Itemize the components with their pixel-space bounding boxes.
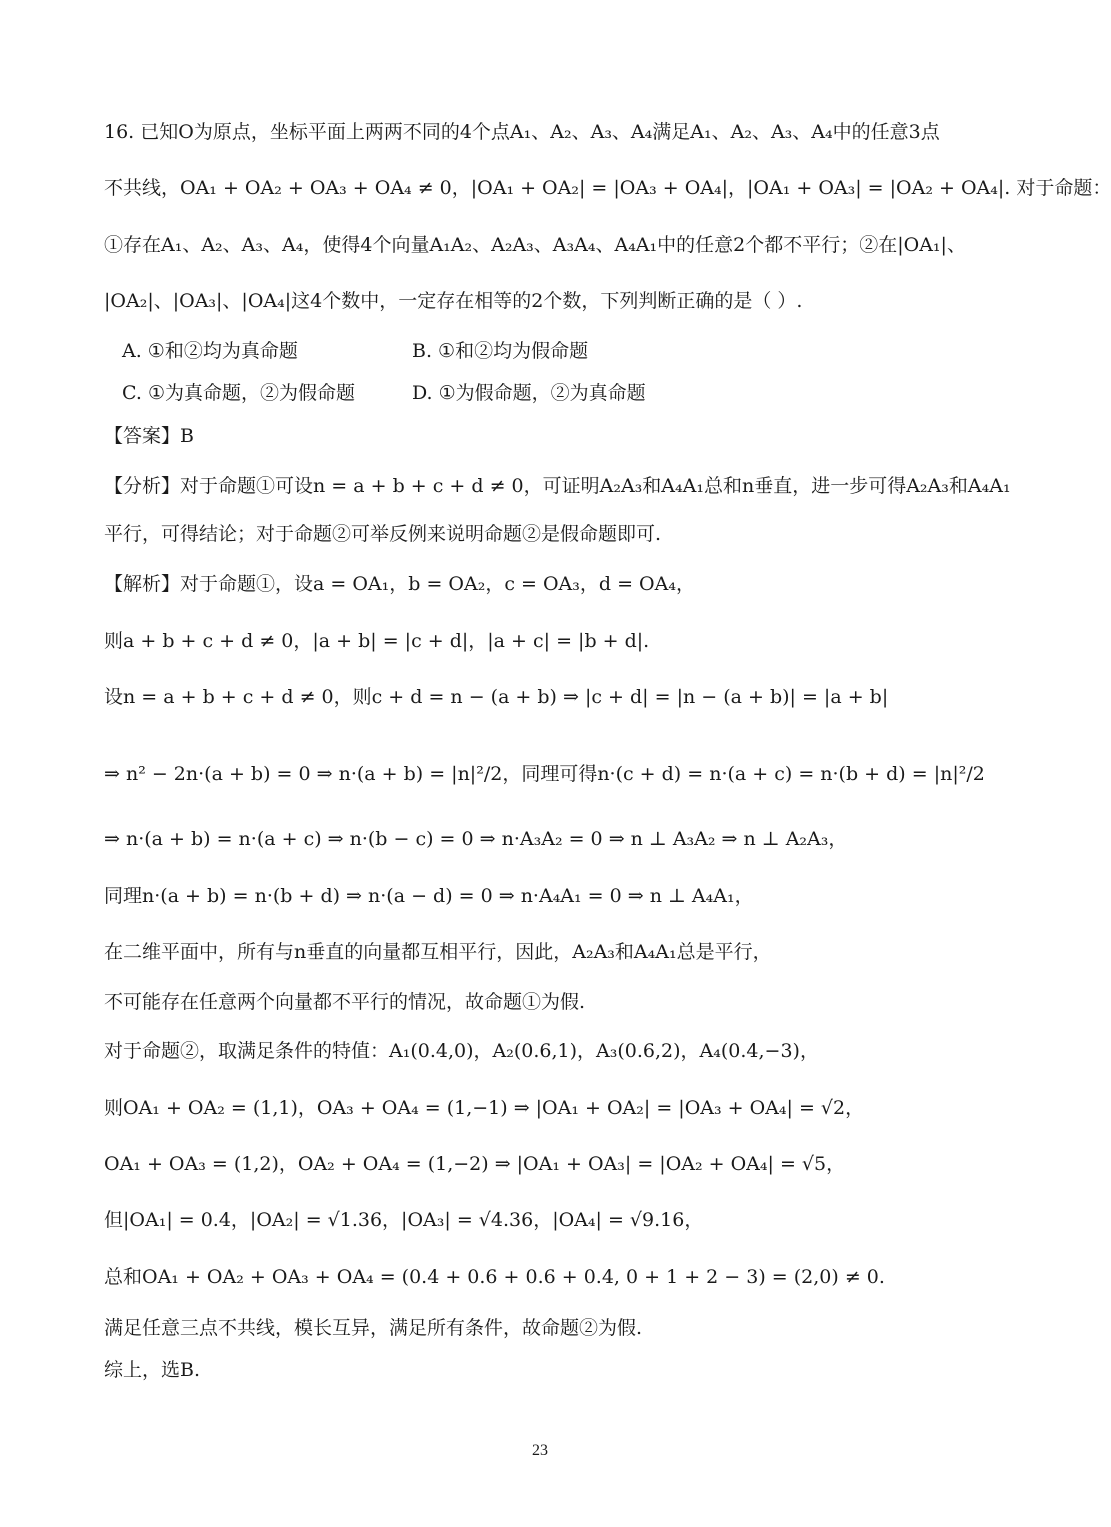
options-row-1 <box>122 337 1010 365</box>
question-line-4: |OA₂|、|OA₃|、|OA₄|这4个数中，一定存在相等的2个数，下列判断正确的是（ ）. <box>104 290 803 312</box>
solution-line-3: 设n = a + b + c + d ≠ 0，则c + d = n − (a + b) ⇒ |c + d| = |n − (a + b)| = |a + b| <box>104 686 889 708</box>
answer-line: 【答案】B <box>104 425 194 447</box>
solution-line-10: 则OA₁ + OA₂ = (1,1)，OA₃ + OA₄ = (1,−1) ⇒ |OA₁ + OA₂| = |OA₃ + OA₄| = √2， <box>104 1097 865 1119</box>
solution-line-5: ⇒ n·(a + b) = n·(a + c) ⇒ n·(b − c) = 0 ⇒ n·A₃A₂ = 0 ⇒ n ⊥ A₃A₂ ⇒ n ⊥ A₂A₃， <box>104 828 848 850</box>
option-a: A. ①和②均为真命题 <box>122 340 298 362</box>
solution-line-6: 同理n·(a + b) = n·(b + d) ⇒ n·(a − d) = 0 ⇒ n·A₄A₁ = 0 ⇒ n ⊥ A₄A₁， <box>104 885 754 907</box>
solution-line-7: 在二维平面中，所有与n垂直的向量都互相平行，因此，A₂A₃和A₄A₁总是平行， <box>104 941 772 963</box>
solution-line-11: OA₁ + OA₃ = (1,2)，OA₂ + OA₄ = (1,−2) ⇒ |OA₁ + OA₃| = |OA₂ + OA₄| = √5， <box>104 1153 846 1175</box>
solution-line-1: 【解析】对于命题①，设a = OA₁，b = OA₂，c = OA₃，d = OA₄， <box>104 573 695 595</box>
analysis-line-2: 平行，可得结论；对于命题②可举反例来说明命题②是假命题即可. <box>104 523 662 545</box>
solution-line-9: 对于命题②，取满足条件的特值：A₁(0.4,0)，A₂(0.6,1)，A₃(0.6,2)，A₄(0.4,−3)， <box>104 1040 819 1062</box>
analysis-line-1: 【分析】对于命题①可设n = a + b + c + d ≠ 0，可证明A₂A₃和A₄A₁总和n垂直，进一步可得A₂A₃和A₄A₁ <box>104 475 1011 497</box>
solution-line-13: 总和OA₁ + OA₂ + OA₃ + OA₄ = (0.4 + 0.6 + 0.6 + 0.4, 0 + 1 + 2 − 3) = (2,0) ≠ 0. <box>104 1266 885 1288</box>
question-line-1: 16. 已知O为原点，坐标平面上两两不同的4个点A₁、A₂、A₃、A₄满足A₁、A₂、A₃、A₄中的任意3点 <box>104 121 940 143</box>
solution-line-4: ⇒ n² − 2n·(a + b) = 0 ⇒ n·(a + b) = |n|²/2，同理可得n·(c + d) = n·(a + c) = n·(b + d) = |n|²/2 <box>104 763 985 785</box>
page-number: 23 <box>532 1442 548 1459</box>
options-row-2 <box>122 379 1010 407</box>
solution-line-12: 但|OA₁| = 0.4，|OA₂| = √1.36，|OA₃| = √4.36，|OA₄| = √9.16， <box>104 1209 704 1231</box>
solution-line-15: 综上，选B. <box>104 1359 201 1381</box>
solution-line-2: 则a + b + c + d ≠ 0，|a + b| = |c + d|，|a + c| = |b + d|. <box>104 630 650 652</box>
solution-line-14: 满足任意三点不共线，模长互异，满足所有条件，故命题②为假. <box>104 1317 643 1339</box>
solution-line-8: 不可能存在任意两个向量都不平行的情况，故命题①为假. <box>104 991 586 1013</box>
option-c: C. ①为真命题，②为假命题 <box>122 382 355 404</box>
option-d: D. ①为假命题，②为真命题 <box>412 382 646 404</box>
question-line-3: ①存在A₁、A₂、A₃、A₄，使得4个向量A₁A₂、A₂A₃、A₃A₄、A₄A₁中的任意2个都不平行；②在|OA₁|、 <box>104 234 966 256</box>
question-line-2: 不共线，OA₁ + OA₂ + OA₃ + OA₄ ≠ 0，|OA₁ + OA₂| = |OA₃ + OA₄|，|OA₁ + OA₃| = |OA₂ + OA₄|. 对于命题： <box>104 177 1111 199</box>
option-b: B. ①和②均为假命题 <box>412 340 589 362</box>
